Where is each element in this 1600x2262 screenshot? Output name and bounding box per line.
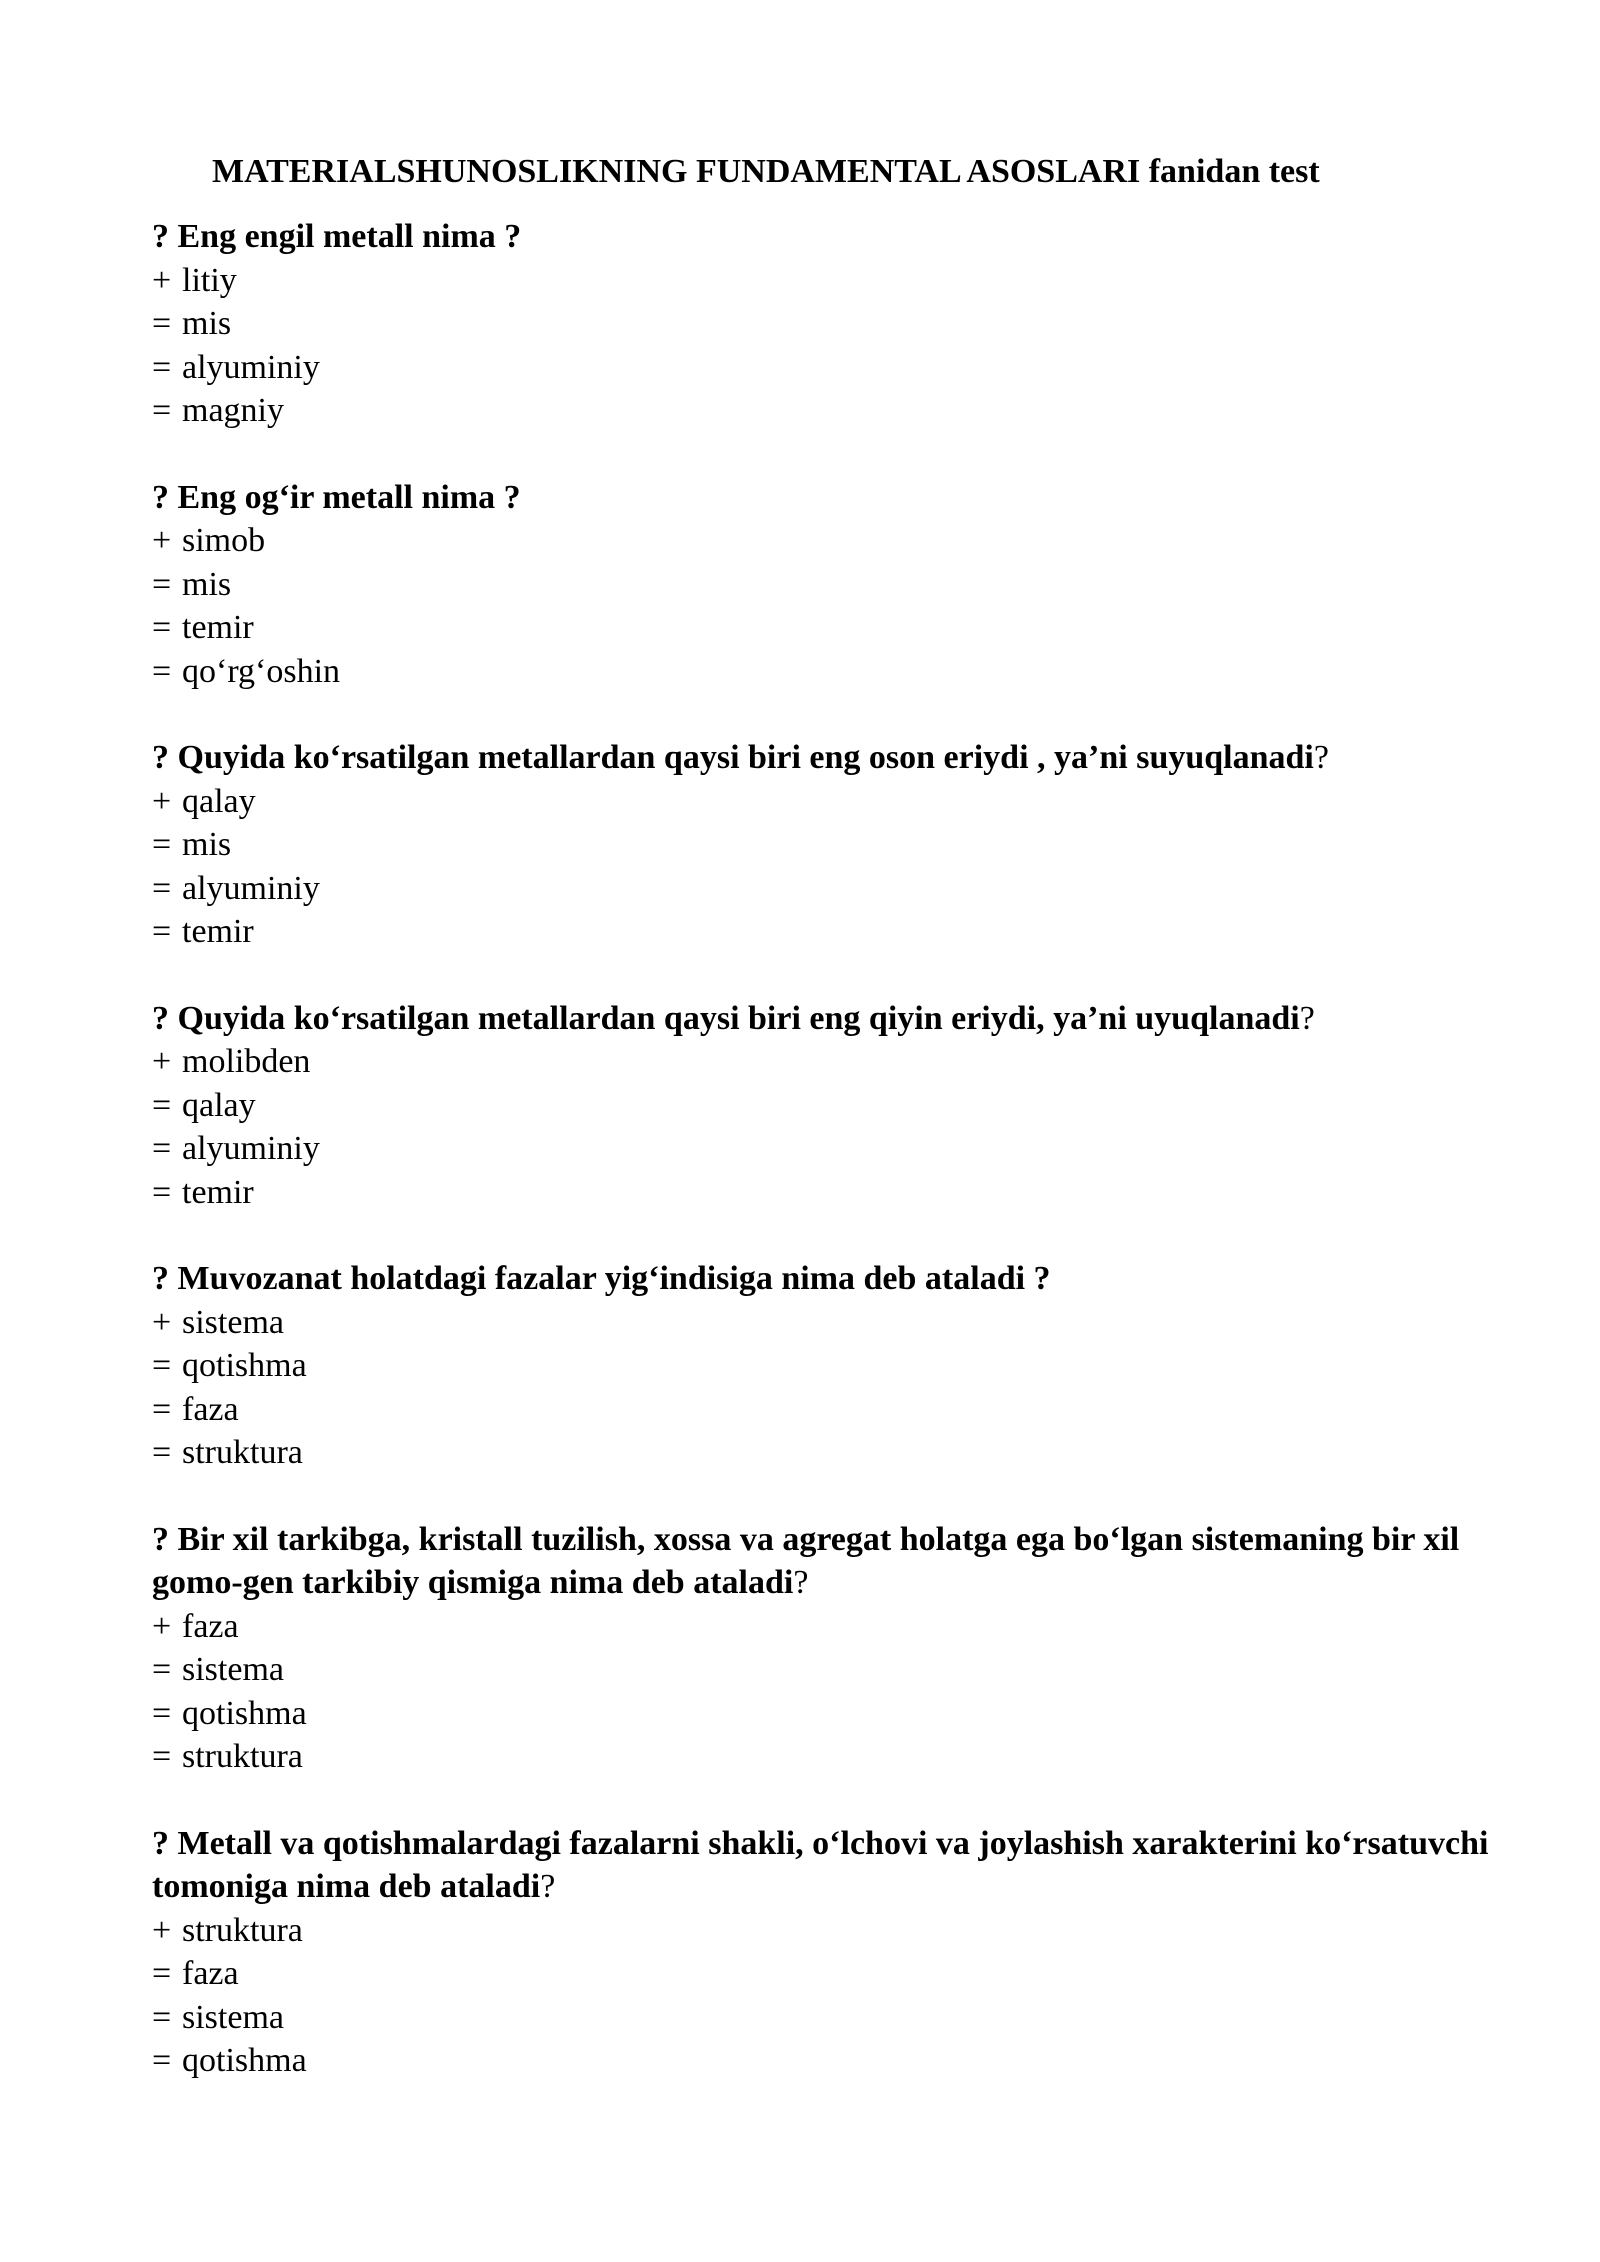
option-marker: = [152, 565, 172, 603]
answer-option [152, 2039, 1512, 2083]
question-list [152, 215, 1512, 2083]
correct-answer-option [152, 1040, 1512, 1084]
option-marker: = [152, 1998, 172, 2036]
option-label: alyuminiy [182, 1130, 320, 1167]
option-label: faza [182, 1955, 239, 1992]
answer-option [152, 867, 1512, 911]
answer-option [152, 346, 1512, 390]
answer-option [152, 1388, 1512, 1432]
question-stem: ? Eng og‘ir metall nima ? [152, 478, 521, 516]
question-stem: ? Quyida ko‘rsatilgan metallardan qaysi biri eng qiyin eriydi, ya’ni uyuqlanadi [152, 999, 1300, 1037]
correct-answer-option [152, 1605, 1512, 1649]
question-mark: ? [540, 1868, 556, 1905]
question-block [152, 736, 1512, 954]
question-mark: ? [1313, 739, 1329, 776]
question-text [152, 736, 1512, 780]
question-mark: ? [793, 1564, 809, 1601]
answer-option [152, 302, 1512, 346]
document-page [152, 150, 1512, 2126]
option-label: mis [182, 565, 232, 603]
answer-option [152, 1344, 1512, 1388]
option-marker: = [152, 348, 172, 386]
option-label: qotishma [182, 1347, 307, 1384]
option-marker: = [152, 609, 172, 646]
answer-option [152, 606, 1512, 650]
answer-option [152, 910, 1512, 954]
answer-option [152, 1127, 1512, 1171]
option-label: molibden [182, 1043, 311, 1080]
question-block [152, 476, 1512, 694]
correct-answer-option [152, 1301, 1512, 1345]
option-marker: = [152, 1434, 172, 1471]
option-marker: = [152, 392, 172, 429]
option-label: struktura [182, 1911, 303, 1949]
option-label: sistema [182, 1998, 284, 2036]
correct-answer-option [152, 780, 1512, 824]
option-marker: = [152, 2042, 172, 2079]
option-marker: + [152, 782, 172, 820]
option-label: qalay [182, 782, 256, 820]
option-marker: = [152, 1955, 172, 1992]
option-marker: = [152, 826, 172, 863]
option-label: temir [182, 1173, 254, 1211]
option-marker: = [152, 1130, 172, 1167]
option-marker: + [152, 261, 172, 299]
option-label: qo‘rg‘oshin [182, 652, 341, 690]
question-block [152, 1822, 1512, 2083]
question-block [152, 997, 1512, 1215]
option-marker: + [152, 1303, 172, 1341]
question-text [152, 1257, 1512, 1301]
question-block [152, 1518, 1512, 1779]
answer-option [152, 1692, 1512, 1736]
answer-option [152, 1084, 1512, 1128]
option-marker: = [152, 1651, 172, 1688]
correct-answer-option [152, 259, 1512, 303]
option-marker: = [152, 1086, 172, 1124]
option-marker: + [152, 1043, 172, 1080]
answer-option [152, 563, 1512, 607]
question-block [152, 215, 1512, 433]
option-label: temir [182, 609, 254, 646]
option-label: qotishma [182, 2042, 307, 2079]
option-label: simob [182, 522, 266, 559]
option-label: sistema [182, 1303, 284, 1341]
question-text [152, 997, 1512, 1041]
answer-option [152, 1735, 1512, 1779]
option-marker: = [152, 1347, 172, 1384]
option-label: sistema [182, 1651, 284, 1688]
correct-answer-option [152, 1909, 1512, 1953]
question-stem: ? Eng engil metall nima ? [152, 218, 522, 255]
question-block [152, 1257, 1512, 1475]
option-marker: = [152, 1738, 172, 1775]
option-marker: = [152, 1694, 172, 1732]
option-label: faza [182, 1390, 239, 1428]
question-mark: ? [1299, 999, 1315, 1037]
question-text [152, 1822, 1512, 1909]
option-label: struktura [182, 1738, 303, 1775]
option-marker: = [152, 1173, 172, 1211]
option-label: mis [182, 305, 232, 342]
option-label: temir [182, 913, 254, 950]
option-marker: = [152, 869, 172, 907]
question-text [152, 1518, 1512, 1605]
answer-option [152, 650, 1512, 694]
option-label: magniy [182, 392, 284, 429]
option-marker: = [152, 1390, 172, 1428]
option-marker: = [152, 652, 172, 690]
question-stem: ? Metall va qotishmalardagi fazalarni shakli, o‘lchovi va joylashish xarakterini ko‘rsatuvchi tomoniga nima deb ataladi [152, 1824, 1489, 1905]
answer-option [152, 1996, 1512, 2040]
correct-answer-option [152, 519, 1512, 563]
document-title: MATERIALSHUNOSLIKNING FUNDAMENTAL ASOSLARI fanidan test [212, 153, 1320, 190]
option-marker: = [152, 913, 172, 950]
option-label: qalay [182, 1086, 256, 1124]
answer-option [152, 1648, 1512, 1692]
option-label: qotishma [182, 1694, 307, 1732]
question-stem: ? Muvozanat holatdagi fazalar yig‘indisiga nima deb ataladi ? [152, 1260, 1051, 1297]
answer-option [152, 1952, 1512, 1996]
question-text [152, 476, 1512, 520]
question-stem: ? Bir xil tarkibga, kristall tuzilish, xossa va agregat holatga ega bo‘lgan sistemaning bir xil gomo-gen tarkibiy qismiga nima deb ataladi [152, 1520, 1460, 1601]
answer-option [152, 389, 1512, 433]
option-label: mis [182, 826, 232, 863]
option-label: alyuminiy [182, 348, 320, 386]
answer-option [152, 1431, 1512, 1475]
option-marker: + [152, 1607, 172, 1645]
question-text [152, 215, 1512, 259]
option-label: faza [182, 1607, 239, 1645]
answer-option [152, 823, 1512, 867]
question-stem: ? Quyida ko‘rsatilgan metallardan qaysi biri eng oson eriydi , ya’ni suyuqlanadi [152, 739, 1314, 776]
option-label: litiy [182, 261, 237, 299]
option-marker: + [152, 522, 172, 559]
option-label: struktura [182, 1434, 303, 1471]
option-label: alyuminiy [182, 869, 320, 907]
option-marker: + [152, 1911, 172, 1949]
option-marker: = [152, 305, 172, 342]
answer-option [152, 1171, 1512, 1215]
